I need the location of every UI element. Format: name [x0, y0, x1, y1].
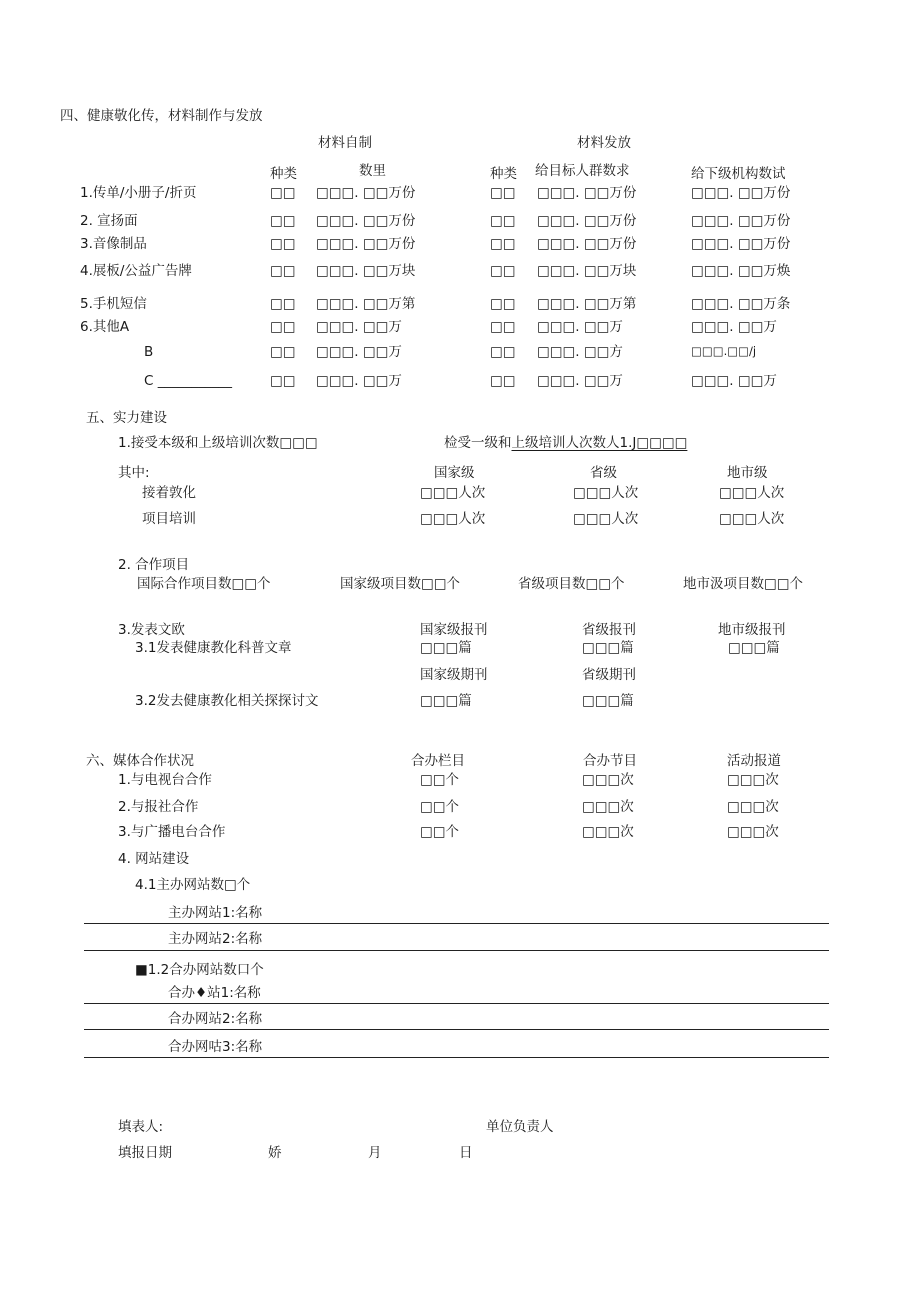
- filler-label: 填表人:: [118, 1119, 164, 1135]
- material-row-label: 4.展板/公益广告牌: [80, 263, 192, 279]
- material-row-target: □□□. □□万份: [537, 213, 637, 229]
- col-joint-column: 合办栏目: [411, 753, 465, 769]
- material-row-qty: □□□. □□万块: [316, 263, 416, 279]
- col-kind: 种类: [270, 166, 297, 182]
- training-row-national: □□□人次: [420, 485, 486, 501]
- pub-title: 3.发表文欧: [118, 622, 185, 638]
- training-row-label: 项目培训: [142, 511, 196, 527]
- training-row-province: □□□人次: [573, 511, 639, 527]
- training-row-national: □□□人次: [420, 511, 486, 527]
- material-row-lower: □□□. □□万份: [691, 185, 791, 201]
- material-row-qty: □□□. □□万第: [316, 296, 416, 312]
- material-row-kind2: □□: [490, 344, 516, 360]
- col-lower: 给下级机构数试: [691, 166, 786, 182]
- group-distribution: 材料发放: [577, 135, 631, 151]
- col-target: 给目标人群数求: [535, 163, 630, 179]
- media-row-program: □□□次: [582, 824, 634, 840]
- coop-title: 2. 合作项目: [118, 557, 190, 573]
- pub-science-label: 3.1发表健康教化科普文章: [135, 640, 292, 656]
- material-row-lower: □□□. □□万焕: [691, 263, 791, 279]
- material-row-target: □□□. □□万第: [537, 296, 637, 312]
- level-province: 省级: [590, 465, 617, 481]
- pub-science-province: □□□篇: [582, 640, 634, 656]
- date-day: 日: [459, 1145, 473, 1161]
- material-row-label: 1.传单/小册子/折页: [80, 185, 197, 201]
- coop-intl: 国际合作项目数□□个: [137, 576, 271, 592]
- media-row-column: □□个: [420, 799, 460, 815]
- material-row-target: □□□. □□万: [537, 373, 623, 389]
- col-kind2: 种类: [490, 166, 517, 182]
- pub-newspaper-city: 地市级报刊: [718, 622, 786, 638]
- co-site-count: ■1.2合办网站数口个: [135, 962, 264, 978]
- material-row-label: B: [144, 344, 154, 360]
- training-row-province: □□□人次: [573, 485, 639, 501]
- material-row-qty: □□□. □□万份: [316, 185, 416, 201]
- material-row-label: 3.音像制品: [80, 236, 147, 252]
- material-row-qty: □□□. □□万: [316, 373, 402, 389]
- date-month: 月: [368, 1145, 382, 1161]
- section6-title: 六、媒体合作状况: [86, 753, 194, 769]
- date-label: 填报日期: [118, 1145, 172, 1161]
- material-row-kind: □□: [270, 263, 296, 279]
- co-site-1-name: 合办♦站1:名称: [168, 985, 261, 1001]
- host-site-1-line: [84, 923, 829, 924]
- host-site-2-line: [84, 950, 829, 951]
- material-row-qty: □□□. □□万份: [316, 213, 416, 229]
- material-row-qty: □□□. □□万: [316, 344, 402, 360]
- material-row-kind2: □□: [490, 236, 516, 252]
- co-site-2-line: [84, 1029, 829, 1030]
- training-row-city: □□□人次: [719, 511, 785, 527]
- material-row-kind: □□: [270, 373, 296, 389]
- material-row-kind: □□: [270, 296, 296, 312]
- material-row-qty: □□□. □□万份: [316, 236, 416, 252]
- website-title: 4. 网站建设: [118, 851, 190, 867]
- material-row-label: 2. 宣扬面: [80, 213, 138, 229]
- among-label: 其中:: [118, 465, 150, 481]
- material-row-kind2: □□: [490, 213, 516, 229]
- pub-newspaper-national: 国家级报刊: [420, 622, 488, 638]
- material-row-kind2: □□: [490, 319, 516, 335]
- pub-journal-province: 省级期刊: [582, 667, 636, 683]
- training-row-label: 接着敦化: [142, 485, 196, 501]
- col-qty: 数里: [359, 163, 386, 179]
- material-row-label: 5.手机短信: [80, 296, 147, 312]
- col-activity-report: 活动报道: [727, 753, 781, 769]
- pub-journal-national: 国家级期刊: [420, 667, 488, 683]
- media-row-label: 1.与电视台合作: [118, 772, 212, 788]
- media-row-label: 3.与广播电台合作: [118, 824, 226, 840]
- exam-underlined: 上级培训人次数人1.J□□□□: [511, 435, 688, 451]
- material-row-label: C ___________: [144, 373, 232, 389]
- material-row-lower: □□□. □□万份: [691, 236, 791, 252]
- material-row-label: 6.其他A: [80, 319, 130, 335]
- material-row-kind2: □□: [490, 296, 516, 312]
- pub-science-national: □□□篇: [420, 640, 472, 656]
- material-row-target: □□□. □□方: [537, 344, 623, 360]
- pub-research-national: □□□篇: [420, 693, 472, 709]
- group-self-made: 材料自制: [318, 135, 372, 151]
- material-row-kind: □□: [270, 236, 296, 252]
- host-site-count: 4.1主办网站数□个: [135, 877, 251, 893]
- co-site-1-line: [84, 1003, 829, 1004]
- section4-title: 四、健康敬化传，材料制作与发放: [60, 108, 263, 124]
- pub-research-label: 3.2发去健康教化相关探探讨文: [135, 693, 319, 709]
- material-row-qty: □□□. □□万: [316, 319, 402, 335]
- coop-national: 国家级项目数□□个: [340, 576, 461, 592]
- pub-science-city: □□□篇: [728, 640, 780, 656]
- media-row-program: □□□次: [582, 799, 634, 815]
- training-count: 1.接受本级和上级培训次数□□□: [118, 435, 318, 451]
- exam-count: [444, 437, 687, 451]
- material-row-target: □□□. □□万: [537, 319, 623, 335]
- unit-head-label: 单位负责人: [486, 1119, 554, 1135]
- pub-newspaper-province: 省级报刊: [582, 622, 636, 638]
- material-row-lower: □□□. □□万: [691, 319, 777, 335]
- material-row-kind2: □□: [490, 263, 516, 279]
- material-row-target: □□□. □□万份: [537, 236, 637, 252]
- media-row-report: □□□次: [727, 772, 779, 788]
- material-row-target: □□□. □□万块: [537, 263, 637, 279]
- media-row-program: □□□次: [582, 772, 634, 788]
- media-row-report: □□□次: [727, 824, 779, 840]
- material-row-kind2: □□: [490, 373, 516, 389]
- material-row-lower: □□□.□□∕j: [691, 344, 757, 358]
- pub-research-province: □□□篇: [582, 693, 634, 709]
- co-site-3-line: [84, 1057, 829, 1058]
- host-site-1-name: 主办网站1:名称: [168, 905, 263, 921]
- co-site-2-name: 合办网站2:名称: [168, 1011, 263, 1027]
- material-row-kind2: □□: [490, 185, 516, 201]
- material-row-kind: □□: [270, 319, 296, 335]
- col-joint-program: 合办节目: [583, 753, 637, 769]
- level-national: 国家级: [434, 465, 475, 481]
- material-row-lower: □□□. □□万: [691, 373, 777, 389]
- host-site-2-name: 主办网站2:名称: [168, 931, 263, 947]
- exam-prefix: 检受一级和: [444, 435, 512, 451]
- date-year: 娇: [268, 1145, 282, 1161]
- section5-title: 五、实力建设: [86, 410, 167, 426]
- material-row-kind: □□: [270, 344, 296, 360]
- material-row-lower: □□□. □□万条: [691, 296, 791, 312]
- co-site-3-name: 合办网咕3:名称: [168, 1039, 263, 1055]
- media-row-column: □□个: [420, 824, 460, 840]
- coop-city: 地市汲项目数□□个: [683, 576, 804, 592]
- media-row-label: 2.与报社合作: [118, 799, 199, 815]
- level-city: 地市级: [727, 465, 768, 481]
- training-row-city: □□□人次: [719, 485, 785, 501]
- material-row-kind: □□: [270, 185, 296, 201]
- material-row-target: □□□. □□万份: [537, 185, 637, 201]
- material-row-kind: □□: [270, 213, 296, 229]
- media-row-report: □□□次: [727, 799, 779, 815]
- coop-province: 省级项目数□□个: [518, 576, 625, 592]
- media-row-column: □□个: [420, 772, 460, 788]
- material-row-lower: □□□. □□万份: [691, 213, 791, 229]
